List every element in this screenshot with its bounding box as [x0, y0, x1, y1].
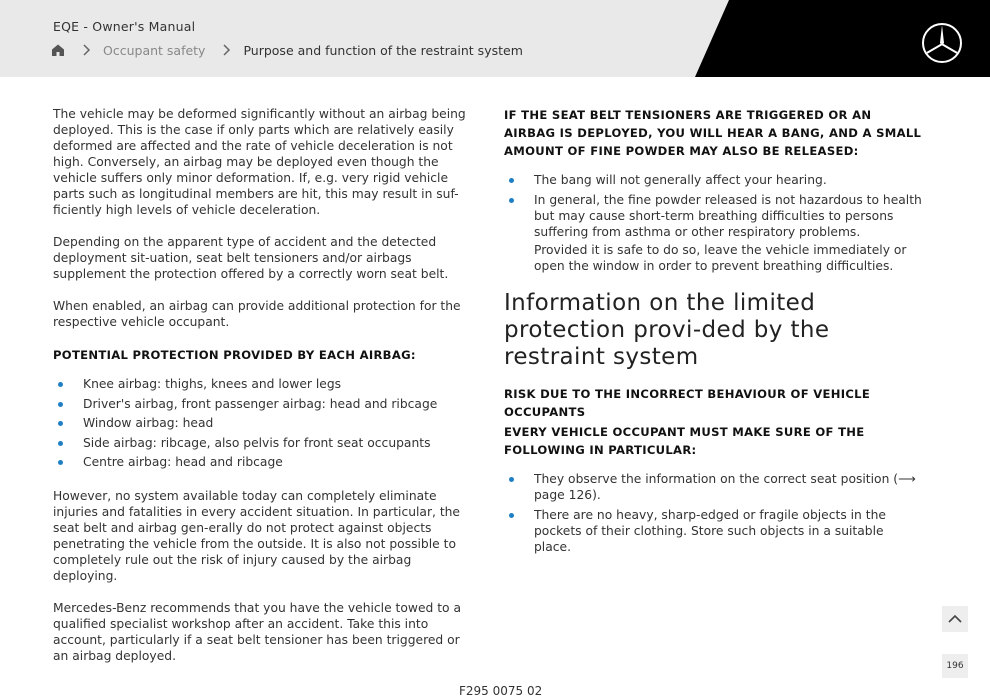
- paragraph: However, no system available today can completely eliminate injuries and fatalities in every accident situation. In particular, the seat belt and airbag gen-erally do not protect against objects penetrating the vehicle from the outside. It is also not possible to completely rule out the risk of injury caused by the airbag deploying.: [53, 489, 460, 583]
- warning-note: Provided it is safe to do so, leave the vehicle immediately or open the window in order to prevent breathing difficulties.: [534, 243, 907, 273]
- list-item: In general, the fine powder released is not hazardous to health but may cause short-term breathing difficulties to persons suffering from asthma or other respiratory problems.: [504, 192, 924, 240]
- list-item: Side airbag: ribcage, also pelvis for front seat occupants: [53, 435, 468, 451]
- risk-heading: RISK DUE TO THE INCORRECT BEHAVIOUR OF VEHICLE OCCUPANTS: [504, 387, 871, 419]
- list-item: Knee airbag: thighs, knees and lower legs: [53, 376, 468, 392]
- risk-subheading: EVERY VEHICLE OCCUPANT MUST MAKE SURE OF THE FOLLOWING IN PARTICULAR:: [504, 425, 865, 457]
- paragraph: The vehicle may be deformed significantly without an airbag being deployed. This is the case if only parts which are relatively easily deformed are affected and the rate of vehicle deceleration is not high. Conversely, an airbag may be deployed even though the vehicle suffers only minor deformation. If, e.g. very rigid vehicle parts such as longitudinal members are hit, this may result in suf-ficiently high levels of vehicle deceleration.: [53, 107, 466, 217]
- page-number: 196: [942, 654, 968, 678]
- page-header: [0, 0, 990, 77]
- section-title: Information on the limited protection provi-ded by the restraint system: [504, 290, 830, 370]
- breadcrumb-section-link[interactable]: Occupant safety: [103, 42, 206, 58]
- list-item: Driver's airbag, front passenger airbag: head and ribcage: [53, 396, 468, 412]
- list-item: Window airbag: head: [53, 415, 468, 431]
- breadcrumb: [51, 41, 523, 59]
- airbag-protection-list: [53, 376, 468, 470]
- paragraph: Depending on the apparent type of accident and the detected deployment sit-uation, seat belt tensioners and/or airbags supplement the protection offered by a correctly worn seat belt.: [53, 235, 449, 281]
- list-item: They observe the information on the correct seat position (⟶ page 126).: [504, 471, 924, 503]
- warning-list: [504, 172, 924, 240]
- list-item: The bang will not generally affect your hearing.: [504, 172, 924, 188]
- paragraph: Mercedes-Benz recommends that you have the vehicle towed to a qualified specialist workshop after an accident. Take this into account, particularly if a seat belt tensioner has been triggered or an airbag deployed.: [53, 601, 462, 663]
- home-icon[interactable]: [51, 43, 65, 57]
- list-item: Centre airbag: head and ribcage: [53, 454, 468, 470]
- list-item: There are no heavy, sharp-edged or fragile objects in the pockets of their clothing. Store such objects in a suitable place.: [504, 507, 924, 555]
- image-code: F295 0075 02: [459, 684, 543, 698]
- section-heading: POTENTIAL PROTECTION PROVIDED BY EACH AIRBAG:: [53, 348, 416, 362]
- scroll-to-top-button[interactable]: [942, 606, 968, 632]
- paragraph: When enabled, an airbag can provide additional protection for the respective vehicle occupant.: [53, 299, 461, 329]
- chevron-right-icon: [221, 43, 231, 57]
- right-column: [504, 106, 924, 573]
- breadcrumb-current: Purpose and function of the restraint system: [243, 42, 523, 58]
- chevron-up-icon: [947, 614, 963, 624]
- manual-title: EQE - Owner's Manual: [53, 19, 196, 34]
- warning-heading: IF THE SEAT BELT TENSIONERS ARE TRIGGERED OR AN AIRBAG IS DEPLOYED, YOU WILL HEAR A BANG, AND A SMALL AMOUNT OF FINE POWDER MAY ALSO BE RELEASED:: [504, 108, 922, 158]
- chevron-right-icon: [81, 43, 91, 57]
- occupant-rules-list: [504, 471, 924, 555]
- mercedes-star-logo: [921, 22, 963, 64]
- left-column: [53, 106, 468, 680]
